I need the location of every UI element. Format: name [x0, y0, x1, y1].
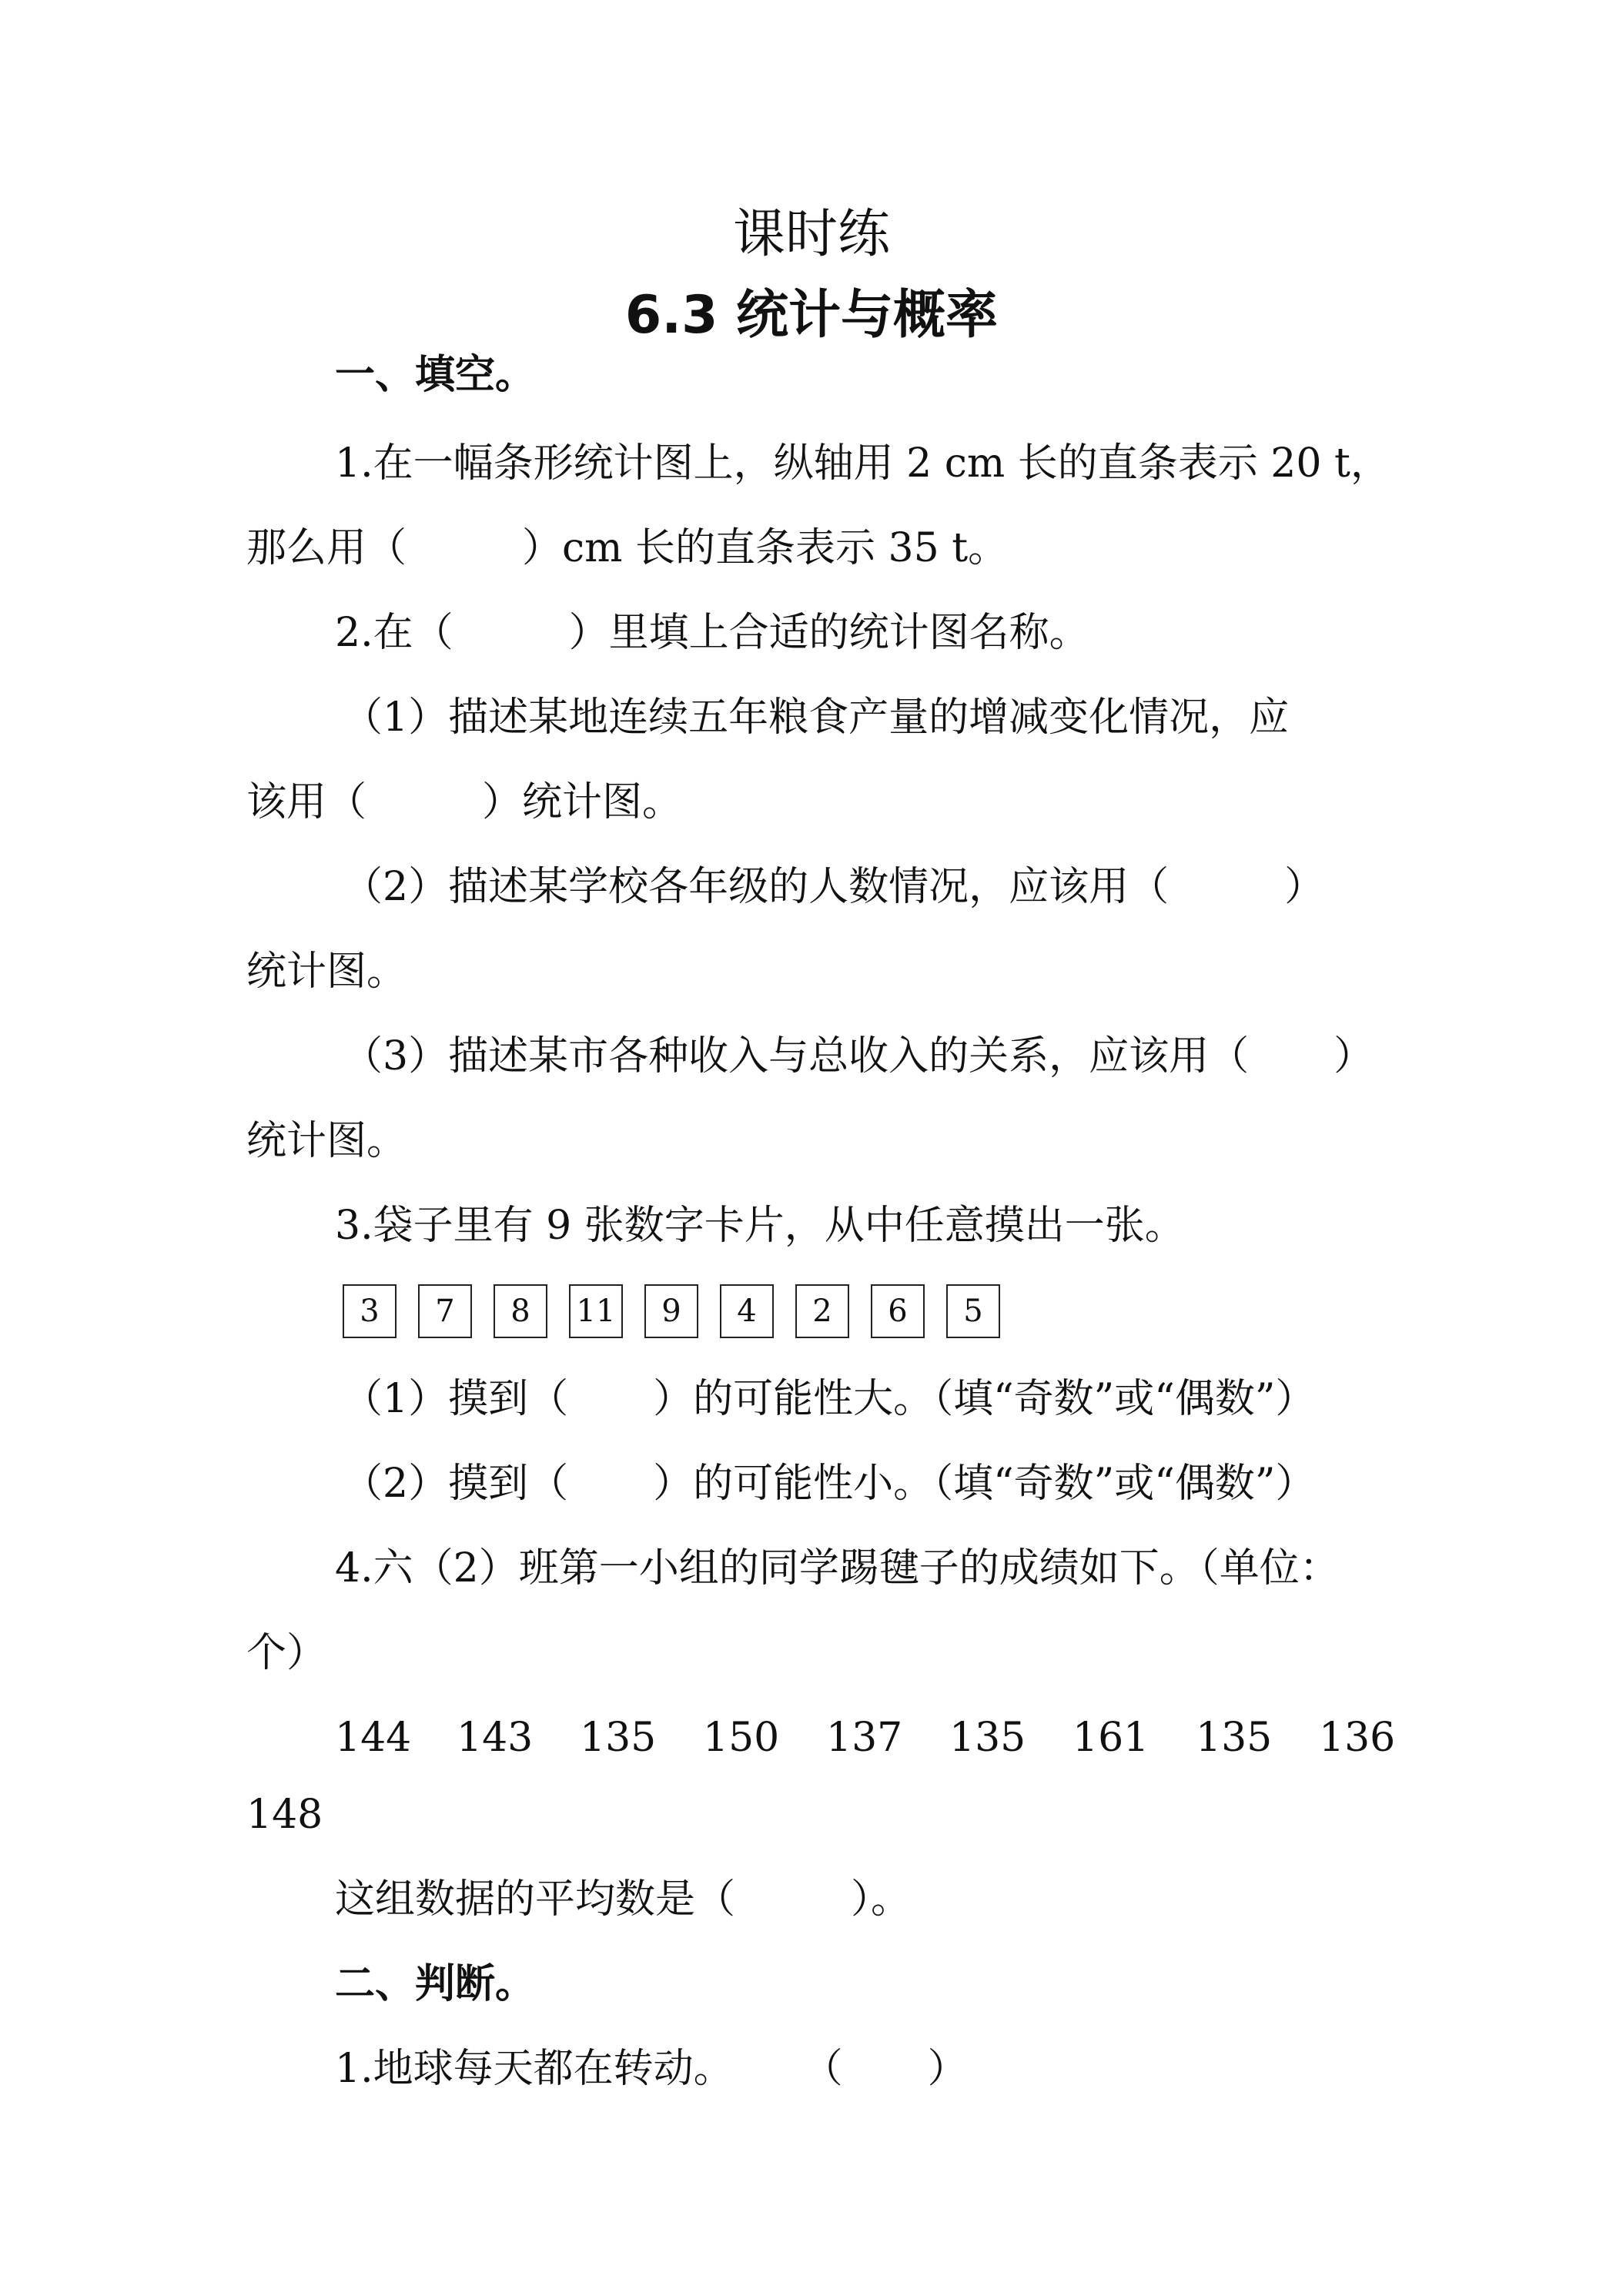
q2-3-line1 [343, 1032, 1374, 1081]
q3-1-a: （1）摸到（ [343, 1376, 569, 1422]
q2-1-line1: （1）描述某地连续五年粮食产量的增减变化情况，应 [343, 694, 1290, 741]
score-value: 135 [1196, 1715, 1273, 1761]
q2-2-line1-b: ） [1284, 864, 1325, 910]
number-card: 11 [569, 1284, 623, 1338]
q1-line2-b: ）cm 长的直条表示 35 t。 [522, 525, 1009, 571]
q3-1-b: ）的可能性大。（填“奇数”或“偶数”） [653, 1376, 1316, 1422]
section2-heading: 二、判断。 [335, 1961, 536, 2007]
q2-3-line2: 统计图。 [246, 1118, 407, 1164]
number-card: 3 [343, 1284, 397, 1338]
q4-avg-b: ）。 [851, 1876, 912, 1923]
q4-line2: 个） [246, 1630, 327, 1676]
q2-1-line2-a: 该用（ [246, 779, 367, 825]
number-card: 8 [494, 1284, 547, 1338]
judge-q1-close: ） [927, 2046, 968, 2092]
q3-1-line [343, 1374, 1315, 1424]
q2-2-line2: 统计图。 [246, 949, 407, 995]
number-card: 4 [720, 1284, 774, 1338]
q1-line2-a: 那么用（ [246, 525, 407, 571]
judge-q1-text: 1.地球每天都在转动。 [335, 2046, 734, 2092]
q2-1-line2-b: ）统计图。 [482, 779, 683, 825]
score-value: 143 [457, 1715, 534, 1761]
score-value: 137 [826, 1715, 903, 1761]
q2-3-line1-b: ） [1334, 1033, 1374, 1079]
q3-2-b: ）的可能性小。（填“奇数”或“偶数”） [653, 1461, 1316, 1507]
page-subtitle: 6.3 统计与概率 [624, 285, 999, 346]
score-value: 161 [1073, 1715, 1149, 1761]
score-value: 144 [335, 1715, 412, 1761]
section1-heading: 一、填空。 [335, 352, 536, 398]
score-value: 135 [949, 1715, 1026, 1761]
score-value-last: 148 [246, 1792, 323, 1838]
q4-line1: 4.六（2）班第一小组的同学踢毽子的成绩如下。（单位： [335, 1545, 1340, 1591]
q3-2-line [343, 1459, 1315, 1508]
q2-2-line1-a: （2）描述某学校各年级的人数情况，应该用（ [343, 864, 1170, 910]
q2-2-line1 [343, 862, 1324, 912]
number-card: 6 [871, 1284, 925, 1338]
number-card: 9 [644, 1284, 698, 1338]
score-value: 136 [1319, 1715, 1396, 1761]
q2-line [335, 608, 1089, 658]
score-value: 150 [703, 1715, 780, 1761]
q3-2-a: （2）摸到（ [343, 1461, 569, 1507]
q2-1-line2 [246, 778, 682, 827]
q3-line: 3.袋子里有 9 张数字卡片，从中任意摸出一张。 [335, 1203, 1185, 1249]
q1-line1: 1.在一幅条形统计图上，纵轴用 2 cm 长的直条表示 20 t， [335, 440, 1390, 487]
q4-avg-a: 这组数据的平均数是（ [335, 1876, 736, 1923]
q1-line2 [246, 524, 1008, 573]
score-value: 135 [580, 1715, 657, 1761]
number-card: 2 [795, 1284, 849, 1338]
judge-q1-line [335, 2044, 968, 2094]
q2-b: ）里填上合适的统计图名称。 [568, 610, 1089, 656]
q4-average-line [335, 1875, 911, 1924]
q2-a: 2.在（ [335, 610, 453, 656]
judge-q1-open: （ [802, 2046, 843, 2092]
q2-3-line1-a: （3）描述某市各种收入与总收入的关系，应该用（ [343, 1033, 1250, 1079]
number-card: 5 [946, 1284, 1000, 1338]
page-title: 课时练 [732, 204, 890, 265]
number-card: 7 [418, 1284, 472, 1338]
